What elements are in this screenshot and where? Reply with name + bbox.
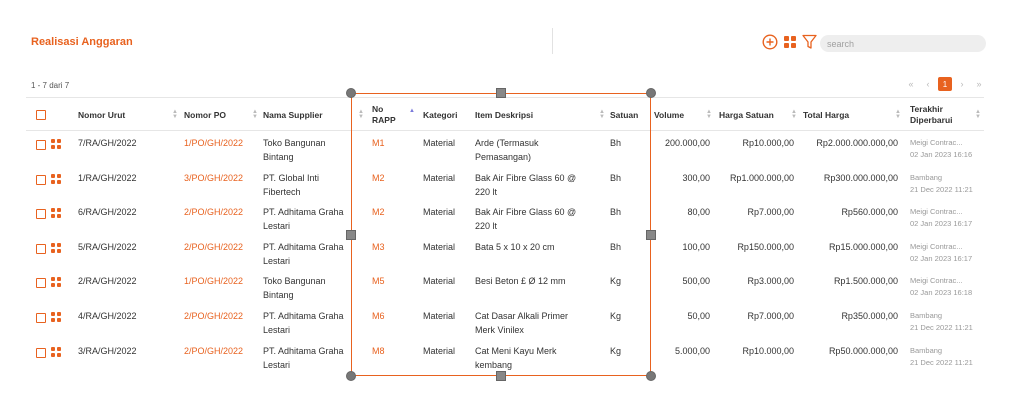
resize-handle-left[interactable]: [346, 230, 356, 240]
sort-icon[interactable]: ▲ ▼: [791, 109, 797, 120]
filter-icon[interactable]: [802, 34, 817, 50]
sort-icon[interactable]: ▲ ▼: [358, 109, 364, 120]
cell-item-deskripsi: Bata 5 x 10 x 20 cm: [475, 242, 555, 252]
col-nomor-urut[interactable]: [78, 110, 125, 121]
col-nama-supplier[interactable]: [263, 110, 323, 121]
record-count: 1 - 7 dari 7: [31, 81, 70, 90]
cell-updated-at: 21 Dec 2022 11:21: [910, 323, 973, 332]
cell-harga-satuan: Rp1.000.000,00: [729, 173, 794, 183]
header-divider: [552, 28, 553, 54]
cell-no-rapp-link[interactable]: M3: [372, 242, 385, 252]
page-1-button[interactable]: 1: [938, 77, 952, 91]
sort-icon[interactable]: ▲ ▼: [599, 109, 605, 120]
resize-handle-top-right[interactable]: [646, 88, 656, 98]
cell-harga-satuan: Rp7.000,00: [747, 207, 794, 217]
cell-total-harga: Rp300.000.000,00: [823, 173, 898, 183]
cell-no-rapp-link[interactable]: M2: [372, 207, 385, 217]
col-label: Volume: [654, 110, 685, 120]
sort-icon[interactable]: ▲ ▼: [252, 109, 258, 120]
cell-no-rapp-link[interactable]: M8: [372, 346, 385, 356]
col-total-harga[interactable]: [803, 110, 849, 121]
cell-harga-satuan: Rp7.000,00: [747, 311, 794, 321]
cell-updated-at: 02 Jan 2023 16:16: [910, 150, 973, 159]
cell-nomor-urut: 1/RA/GH/2022: [78, 173, 137, 183]
col-label: Terakhir: [910, 104, 943, 114]
cell-volume: 200.000,00: [664, 138, 710, 148]
cell-item-deskripsi: kembang: [475, 360, 513, 370]
cell-updated-at: 02 Jan 2023 16:17: [910, 254, 973, 263]
cell-supplier: PT. Global Inti: [263, 173, 320, 183]
row-checkbox[interactable]: [36, 209, 46, 219]
cell-total-harga: Rp2.000.000.000,00: [816, 138, 898, 148]
cell-supplier: Toko Bangunan: [263, 276, 326, 286]
page-title: Realisasi Anggaran: [31, 36, 133, 48]
col-nomor-po[interactable]: [184, 110, 226, 121]
cell-updated-by: Bambang: [910, 346, 943, 355]
col-volume[interactable]: [654, 110, 684, 121]
row-checkbox[interactable]: [36, 278, 46, 288]
cell-harga-satuan: Rp10.000,00: [742, 138, 794, 148]
cell-no-rapp-link[interactable]: M6: [372, 311, 385, 321]
row-checkbox[interactable]: [36, 140, 46, 150]
col-label: Nomor PO: [184, 110, 227, 120]
cell-nomor-urut: 7/RA/GH/2022: [78, 138, 137, 148]
resize-handle-top[interactable]: [496, 88, 506, 98]
col-label: Kategori: [423, 110, 458, 120]
table-header-border: [26, 130, 984, 131]
cell-supplier: PT. Adhitama Graha: [263, 346, 344, 356]
first-page-button[interactable]: «: [908, 79, 914, 89]
cell-volume: 500,00: [682, 276, 710, 286]
resize-handle-right[interactable]: [646, 230, 656, 240]
cell-satuan: Bh: [610, 207, 622, 217]
cell-satuan: Bh: [610, 173, 622, 183]
toolbar: [762, 34, 817, 50]
col-terakhir-diperbarui[interactable]: [910, 104, 953, 126]
cell-item-deskripsi: Pemasangan): [475, 152, 532, 162]
cell-satuan: Bh: [610, 242, 622, 252]
row-menu-icon[interactable]: [51, 277, 61, 287]
cell-supplier: PT. Adhitama Graha: [263, 242, 344, 252]
cell-updated-by: Meigi Contrac...: [910, 242, 963, 251]
cell-nomor-po-link[interactable]: 2/PO/GH/2022: [184, 346, 244, 356]
col-label: RAPP: [372, 115, 396, 125]
cell-nomor-urut: 2/RA/GH/2022: [78, 276, 137, 286]
next-page-button[interactable]: ›: [960, 79, 964, 89]
cell-nomor-po-link[interactable]: 2/PO/GH/2022: [184, 311, 244, 321]
cell-item-deskripsi: 220 lt: [475, 187, 498, 197]
row-checkbox[interactable]: [36, 313, 46, 323]
cell-supplier: Lestari: [263, 325, 291, 335]
row-checkbox[interactable]: [36, 244, 46, 254]
cell-volume: 300,00: [682, 173, 710, 183]
col-label: No: [372, 104, 384, 114]
resize-handle-top-left[interactable]: [346, 88, 356, 98]
cell-harga-satuan: Rp3.000,00: [747, 276, 794, 286]
row-menu-icon[interactable]: [51, 174, 61, 184]
col-label: Item Deskripsi: [475, 110, 534, 120]
cell-harga-satuan: Rp150.000,00: [737, 242, 794, 252]
cell-nomor-po-link[interactable]: 3/PO/GH/2022: [184, 173, 244, 183]
cell-total-harga: Rp350.000,00: [841, 311, 898, 321]
cell-kategori: Material: [423, 346, 456, 356]
sort-icon[interactable]: ▲ ▼: [706, 109, 712, 120]
cell-item-deskripsi: Cat Dasar Alkali Primer: [475, 311, 569, 321]
sort-asc-icon[interactable]: ▲: [409, 108, 415, 114]
cell-supplier: Bintang: [263, 152, 294, 162]
cell-nomor-urut: 4/RA/GH/2022: [78, 311, 137, 321]
col-label: Total Harga: [803, 110, 850, 120]
cell-volume: 80,00: [687, 207, 710, 217]
cell-supplier: Lestari: [263, 360, 291, 370]
sort-icon[interactable]: ▲ ▼: [975, 109, 981, 120]
cell-updated-at: 02 Jan 2023 16:18: [910, 288, 973, 297]
cell-item-deskripsi: 220 lt: [475, 221, 498, 231]
cell-nomor-po-link[interactable]: 2/PO/GH/2022: [184, 207, 244, 217]
cell-satuan: Kg: [610, 346, 622, 356]
col-label: Satuan: [610, 110, 639, 120]
row-checkbox[interactable]: [36, 348, 46, 358]
cell-updated-at: 21 Dec 2022 11:21: [910, 358, 973, 367]
cell-volume: 5.000,00: [674, 346, 710, 356]
col-label: Harga Satuan: [719, 110, 774, 120]
cell-updated-by: Meigi Contrac...: [910, 207, 963, 216]
cell-nomor-urut: 5/RA/GH/2022: [78, 242, 137, 252]
cell-updated-by: Bambang: [910, 173, 943, 182]
row-checkbox[interactable]: [36, 175, 46, 185]
sort-icon[interactable]: ▲ ▼: [172, 109, 178, 120]
resize-handle-bottom[interactable]: [496, 371, 506, 381]
cell-satuan: Kg: [610, 276, 622, 286]
row-menu-icon[interactable]: [51, 208, 61, 218]
cell-item-deskripsi: Bak Air Fibre Glass 60 @: [475, 207, 577, 217]
cell-nomor-po-link[interactable]: 2/PO/GH/2022: [184, 242, 244, 252]
cell-nomor-urut: 3/RA/GH/2022: [78, 346, 137, 356]
cell-no-rapp-link[interactable]: M1: [372, 138, 385, 148]
cell-kategori: Material: [423, 276, 456, 286]
cell-no-rapp-link[interactable]: M2: [372, 173, 385, 183]
cell-no-rapp-link[interactable]: M5: [372, 276, 385, 286]
row-menu-icon[interactable]: [51, 139, 61, 149]
col-item-deskripsi[interactable]: [475, 110, 533, 121]
cell-satuan: Kg: [610, 311, 622, 321]
resize-handle-bottom-left[interactable]: [346, 371, 356, 381]
cell-supplier: PT. Adhitama Graha: [263, 207, 344, 217]
cell-updated-by: Meigi Contrac...: [910, 138, 963, 147]
row-menu-icon[interactable]: [51, 312, 61, 322]
cell-kategori: Material: [423, 207, 456, 217]
sort-icon[interactable]: ▲ ▼: [895, 109, 901, 120]
cell-kategori: Material: [423, 242, 456, 252]
row-menu-icon[interactable]: [51, 243, 61, 253]
cell-updated-at: 21 Dec 2022 11:21: [910, 185, 973, 194]
col-kategori[interactable]: [423, 110, 465, 121]
search-input[interactable]: [820, 35, 986, 52]
col-no-rapp[interactable]: [372, 104, 396, 126]
row-menu-icon[interactable]: [51, 347, 61, 357]
cell-item-deskripsi: Merk Vinilex: [475, 325, 524, 335]
cell-volume: 100,00: [682, 242, 710, 252]
cell-supplier: Bintang: [263, 290, 294, 300]
cell-item-deskripsi: Besi Beton £ Ø 12 mm: [475, 276, 566, 286]
cell-item-deskripsi: Bak Air Fibre Glass 60 @: [475, 173, 577, 183]
cell-satuan: Bh: [610, 138, 622, 148]
col-label: Nama Supplier: [263, 110, 323, 120]
cell-item-deskripsi: Cat Meni Kayu Merk: [475, 346, 557, 356]
cell-item-deskripsi: Arde (Termasuk: [475, 138, 539, 148]
grid-view-icon[interactable]: [784, 36, 796, 48]
resize-handle-bottom-right[interactable]: [646, 371, 656, 381]
last-page-button[interactable]: »: [976, 79, 982, 89]
cell-supplier: Fibertech: [263, 187, 301, 197]
cell-supplier: Lestari: [263, 256, 291, 266]
pagination: [904, 77, 986, 91]
cell-updated-at: 02 Jan 2023 16:17: [910, 219, 973, 228]
prev-page-button[interactable]: ‹: [926, 79, 930, 89]
col-label: Diperbarui: [910, 115, 953, 125]
cell-kategori: Material: [423, 173, 456, 183]
col-harga-satuan[interactable]: [719, 110, 774, 121]
cell-volume: 50,00: [687, 311, 710, 321]
cell-kategori: Material: [423, 138, 456, 148]
cell-nomor-po-link[interactable]: 1/PO/GH/2022: [184, 276, 244, 286]
cell-total-harga: Rp560.000,00: [841, 207, 898, 217]
cell-supplier: Lestari: [263, 221, 291, 231]
cell-kategori: Material: [423, 311, 456, 321]
cell-total-harga: Rp15.000.000,00: [828, 242, 898, 252]
cell-nomor-po-link[interactable]: 1/PO/GH/2022: [184, 138, 244, 148]
cell-supplier: PT. Adhitama Graha: [263, 311, 344, 321]
cell-total-harga: Rp50.000.000,00: [828, 346, 898, 356]
cell-harga-satuan: Rp10.000,00: [742, 346, 794, 356]
cell-nomor-urut: 6/RA/GH/2022: [78, 207, 137, 217]
col-satuan[interactable]: [610, 110, 645, 121]
add-circle-icon[interactable]: [762, 34, 778, 50]
cell-updated-by: Bambang: [910, 311, 943, 320]
col-label: Nomor Urut: [78, 110, 126, 120]
cell-supplier: Toko Bangunan: [263, 138, 326, 148]
select-all-checkbox[interactable]: [36, 110, 46, 120]
cell-updated-by: Meigi Contrac...: [910, 276, 963, 285]
cell-total-harga: Rp1.500.000,00: [833, 276, 898, 286]
